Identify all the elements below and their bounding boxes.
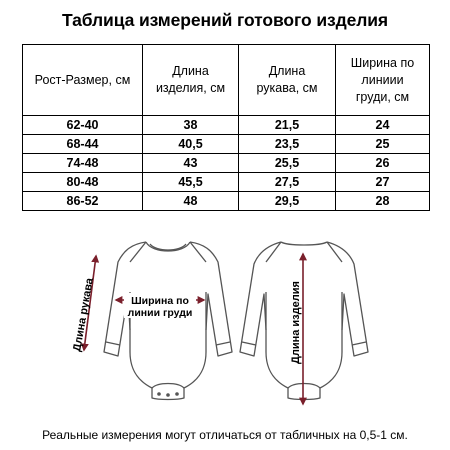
table-row — [23, 173, 430, 192]
table-row — [23, 154, 430, 173]
cell-length: 38 — [143, 116, 239, 135]
table-row — [23, 135, 430, 154]
table-header-row — [23, 45, 430, 116]
size-table — [22, 44, 430, 211]
cell-sleeve: 27,5 — [239, 173, 336, 192]
cell-size: 62-40 — [23, 116, 143, 135]
cell-length: 48 — [143, 192, 239, 211]
cell-size: 86-52 — [23, 192, 143, 211]
cell-size: 74-48 — [23, 154, 143, 173]
cell-chest: 27 — [336, 173, 430, 192]
garment-length-label: Длина изделия — [290, 281, 302, 364]
chest-width-label-line1: Ширина по — [131, 295, 189, 307]
header-garment-length: Длина изделия, см — [143, 45, 239, 116]
sleeve-length-label: Длина рукава — [71, 277, 96, 353]
cell-length: 43 — [143, 154, 239, 173]
snap-buttons — [157, 392, 179, 397]
cell-chest: 24 — [336, 116, 430, 135]
cell-size: 80-48 — [23, 173, 143, 192]
bodysuit-back-outline — [240, 242, 368, 400]
cell-size: 68-44 — [23, 135, 143, 154]
bodysuit-diagram — [0, 232, 450, 422]
cell-chest: 26 — [336, 154, 430, 173]
cell-sleeve: 21,5 — [239, 116, 336, 135]
page-title: Таблица измерений готового изделия — [61, 10, 389, 30]
cell-length: 45,5 — [143, 173, 239, 192]
bodysuit-front-outline — [104, 242, 232, 400]
header-height-size: Рост-Размер, см — [23, 45, 143, 116]
cell-chest: 25 — [336, 135, 430, 154]
header-chest-width: Ширина по линиии груди, см — [336, 45, 430, 116]
cell-length: 40,5 — [143, 135, 239, 154]
cell-chest: 28 — [336, 192, 430, 211]
cell-sleeve: 23,5 — [239, 135, 336, 154]
cell-sleeve: 25,5 — [239, 154, 336, 173]
footnote: Реальные измерения могут отличаться от табличных на 0,5-1 см. — [42, 428, 408, 442]
header-sleeve-length: Длина рукава, см — [239, 45, 336, 116]
chest-width-label-line2: линии груди — [127, 307, 193, 319]
cell-sleeve: 29,5 — [239, 192, 336, 211]
table-row — [23, 192, 430, 211]
table-row — [23, 116, 430, 135]
